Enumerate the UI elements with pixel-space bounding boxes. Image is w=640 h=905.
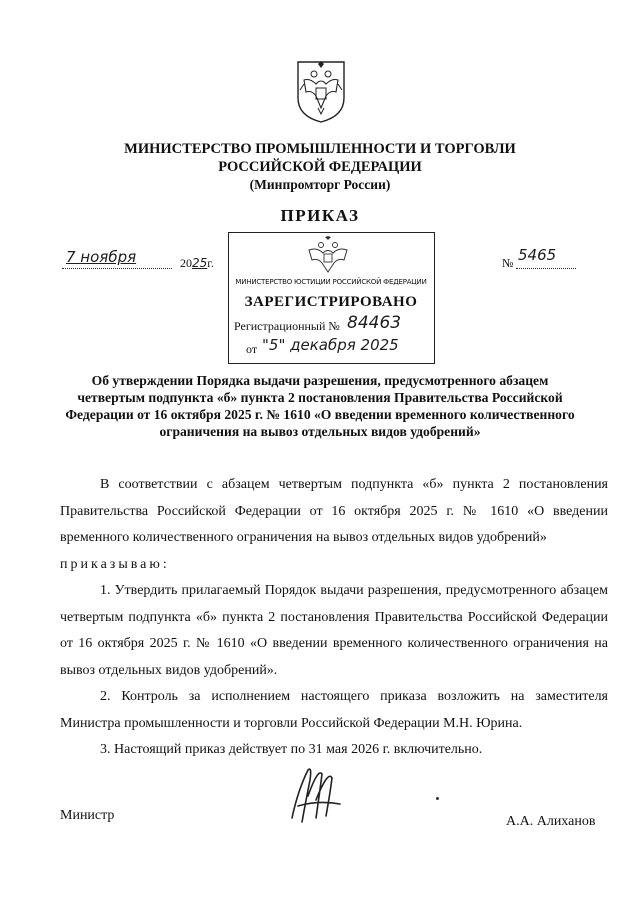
stamp-from-label: от [246,342,258,356]
coat-of-arms-icon [294,58,348,124]
order-number-handwritten: 5465 [518,246,557,264]
signer-name: А.А. Алиханов [506,814,596,829]
stamp-reg-label: Регистрационный № [234,319,340,333]
document-type: ПРИКАЗ [280,206,360,225]
order-year: 2025г. [180,256,214,270]
preamble-paragraph [60,472,608,764]
order-item-1: 1. Утвердить прилагаемый Порядок выдачи разрешения, предусмотренного абзацем четвертым подпункта «б» пункта 2 постановления Правительства Российской Федерации от 16 октября 2025 г. № 1610 «О введении временного количественного ограничения на вывоз отдельных видов удобрений». [60,583,608,678]
order-item-3: 3. Настоящий приказ действует по 31 мая 2026 г. включительно. [100,742,483,757]
order-date-handwritten: 7 ноября [66,248,137,266]
stamp-reg-number: 84463 [347,313,402,333]
ministry-short-name: (Минпромторг России) [249,177,391,192]
ministry-name-line1: МИНИСТЕРСТВО ПРОМЫШЛЕННОСТИ И ТОРГОВЛИ [124,141,516,157]
order-number-label: № [502,256,514,270]
ministry-name-line2: РОССИЙСКОЙ ФЕДЕРАЦИИ [218,159,422,175]
stamp-emblem-icon [303,236,353,274]
document-title: Об утверждении Порядка выдачи разрешения, предусмотренного абзацем четвертым подпункта «б» пункта 2 постановления Правительства Российской Федерации от 16 октября 2025 г. № 1610 «О введении временного количественного ограничения на вывоз отдельных видов удобрений» [65,373,575,439]
signature-icon [278,760,358,830]
ink-dot [436,797,439,800]
stamp-ministry-name: МИНИСТЕРСТВО ЮСТИЦИИ РОССИЙСКОЙ ФЕДЕРАЦИИ [235,278,427,286]
number-underline [516,268,576,269]
preamble-text: В соответствии с абзацем четвертым подпункта «б» пункта 2 постановления Правительства Российской Федерации от 16 октября 2025 г. № 1610 «О введении временного количественного ограничения на вывоз отдельных видов удобрений» [60,477,608,545]
order-item-2: 2. Контроль за исполнением настоящего приказа возложить на заместителя Министра промышленности и торговли Российской Федерации М.Н. Юрина. [60,689,608,731]
prikazyvayu-word: приказываю: [60,556,170,572]
stamp-reg-date: "5" декабря 2025 [262,336,399,354]
signer-position: Министр [60,808,115,823]
date-underline [62,268,172,269]
stamp-registered: ЗАРЕГИСТРИРОВАНО [244,294,418,310]
